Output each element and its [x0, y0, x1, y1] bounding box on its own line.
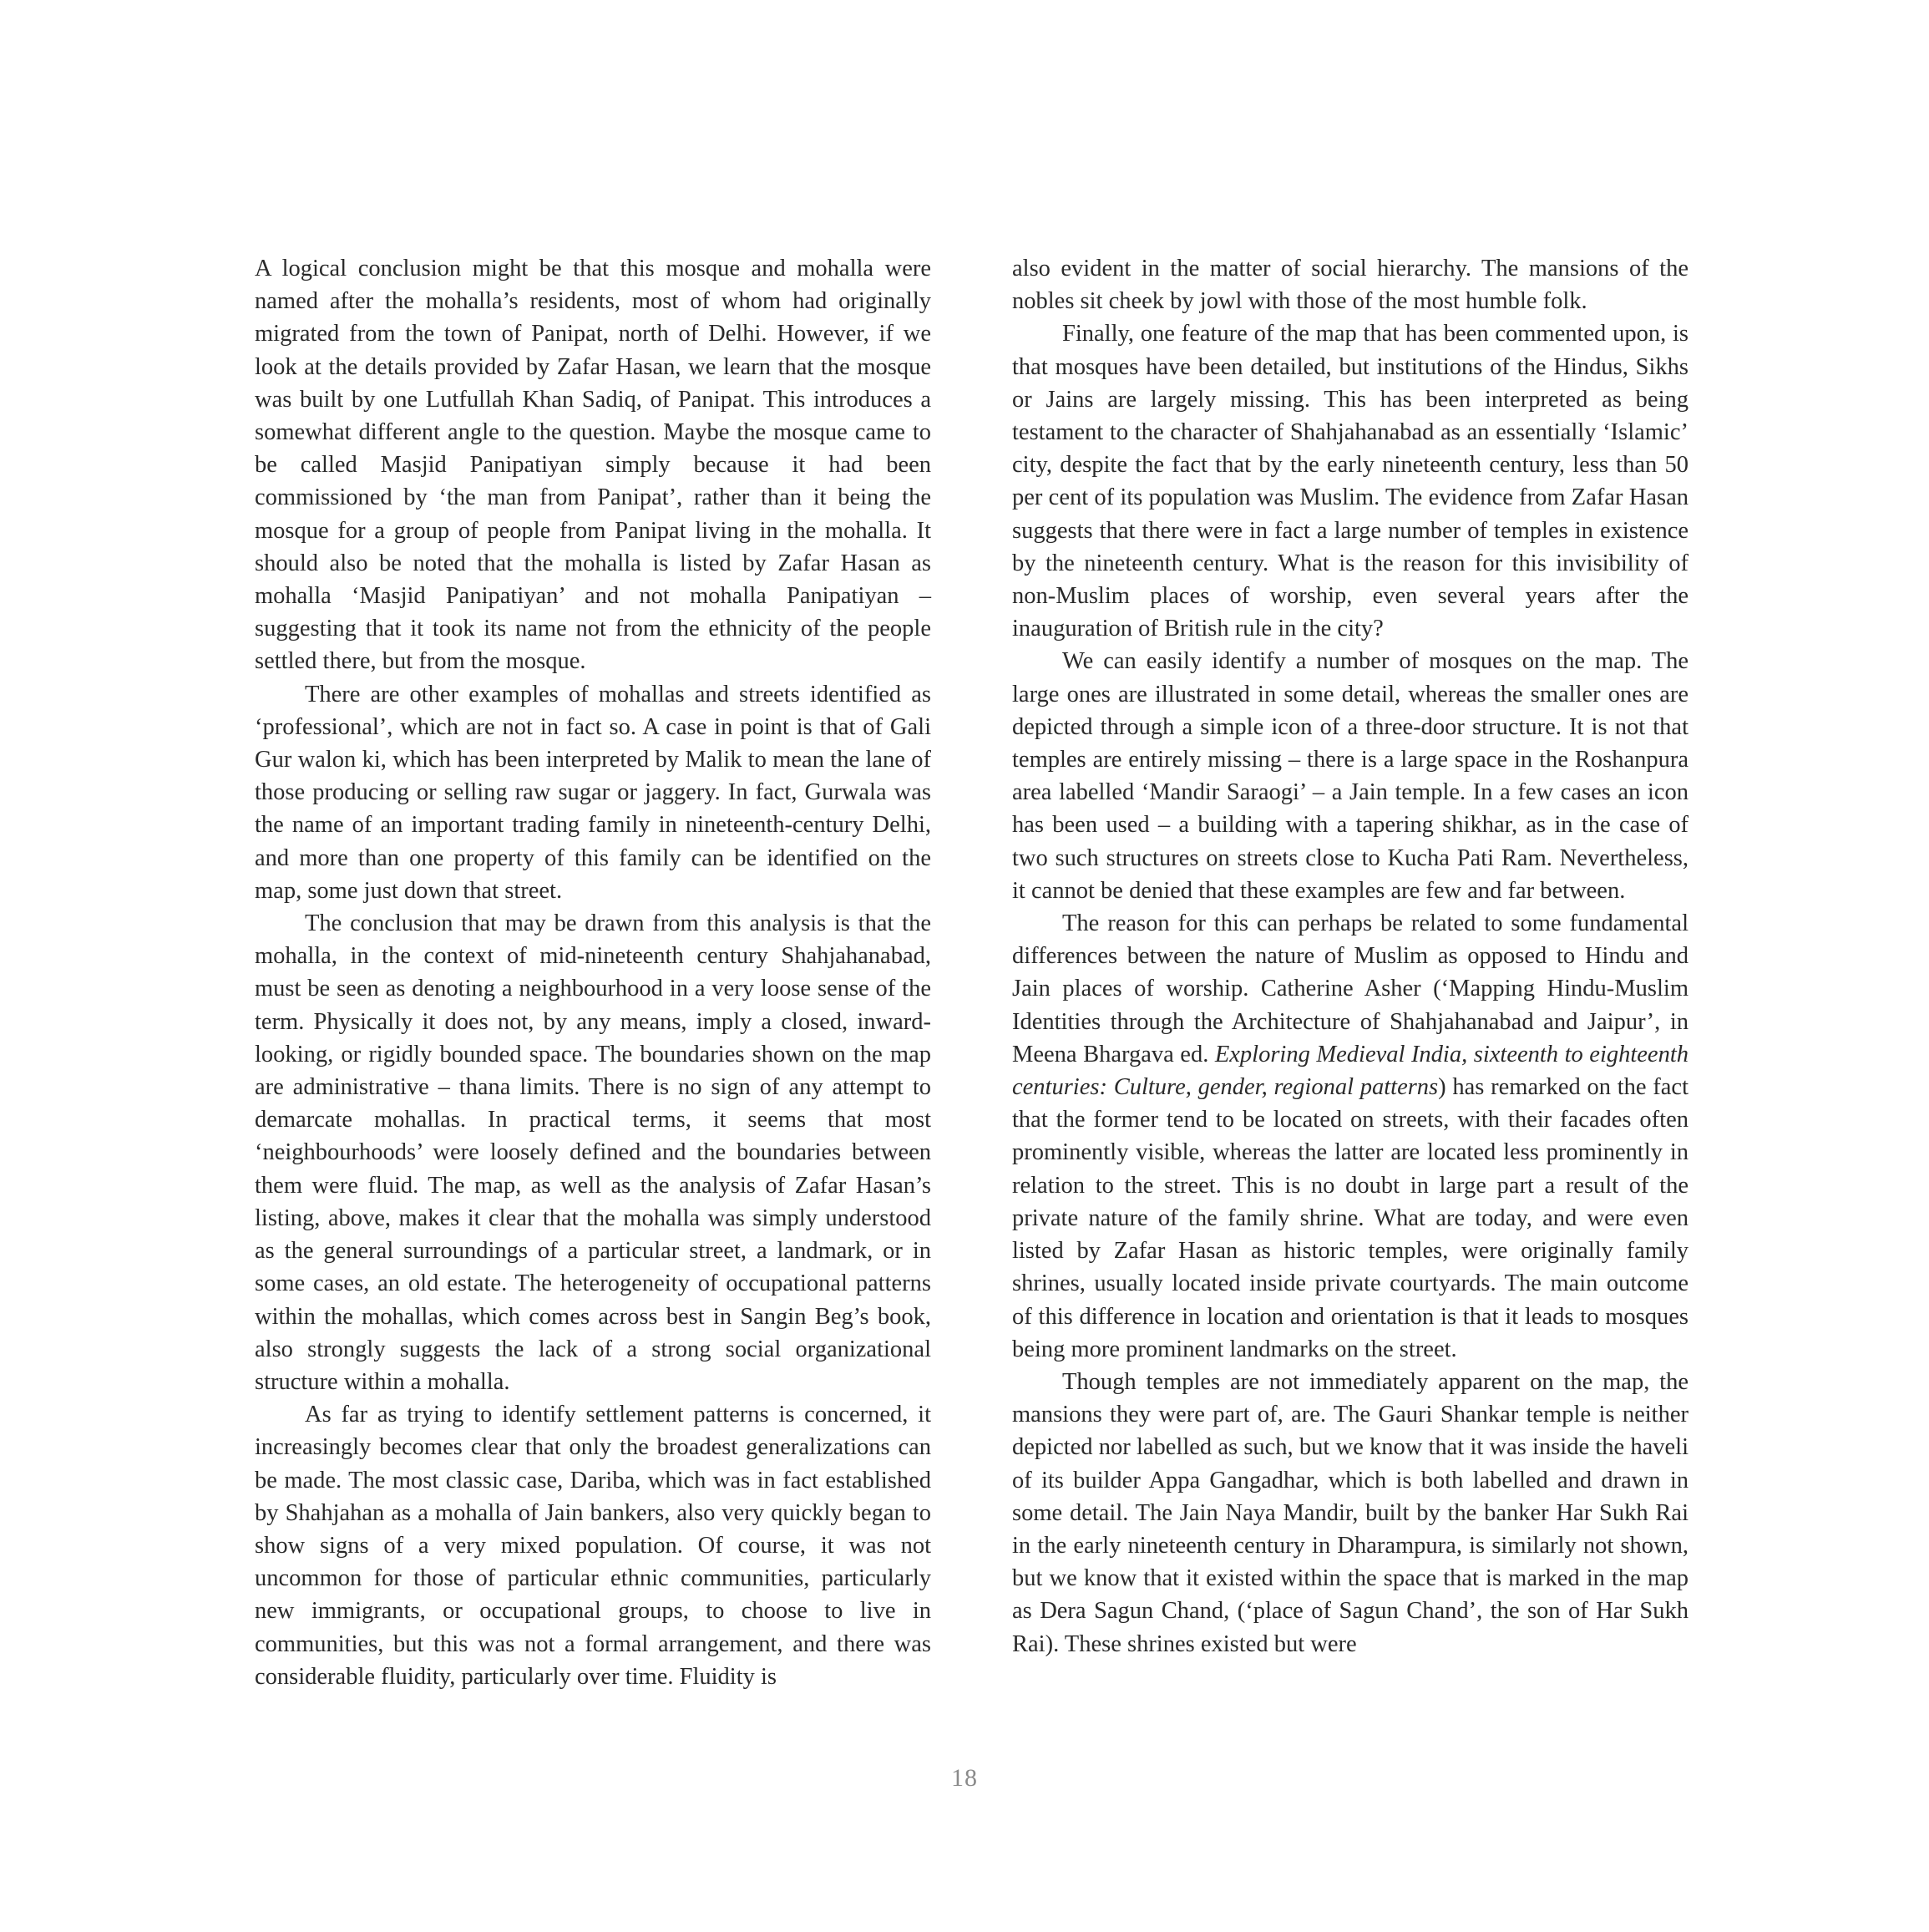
paragraph: Finally, one feature of the map that has been commented upon, is that mosques have been detailed, but institutions of the Hindus, Sikhs or Jains are largely missing. This has been interpreted as being testament to the character of Shahjahanabad as an essentially ‘Islamic’ city, despite the fact that by the early nineteenth century, less than 50 per cent of its population was Muslim. The evidence from Zafar Hasan suggests that there were in fact a large number of temples in existence by the nineteenth century. What is the reason for this invisibility of non-Muslim places of worship, even several years after the inauguration of British rule in the city? [1012, 321, 1689, 642]
left-column [255, 252, 931, 1693]
paragraph: We can easily identify a number of mosques on the map. The large ones are illustrated in some detail, whereas the smaller ones are depicted through a simple icon of a three-door structure. It is not that temples are entirely missing – there is a large space in the Roshanpura area labelled ‘Mandir Saraogi’ – a Jain temple. In a few cases an icon has been used – a building with a tapering shikhar, as in the case of two such structures on streets close to Kucha Pati Ram. Nevertheless, it cannot be denied that these examples are few and far between. [1012, 648, 1689, 904]
paragraph: also evident in the matter of social hierarchy. The mansions of the nobles sit cheek by jowl with those of the most humble folk. [1012, 256, 1689, 315]
paragraph-text: ) has remarked on the fact that the former tend to be located on streets, with their facades often prominently visible, whereas the latter are located less prominently in relation to the street. This is no doubt in large part a result of the private nature of the family shrine. What are today, and were even listed by Zafar Hasan as historic temples, were originally family shrines, usually located inside private courtyards. The main outcome of this difference in location and orientation is that it leads to mosques being more prominent landmarks on the street. [1012, 1074, 1689, 1362]
book-title: Exploring Medieval India, sixteenth to eighteenth centuries: Culture, gender, regional patterns [1012, 1041, 1689, 1101]
paragraph: There are other examples of mohallas and streets identified as ‘professional’, which are not in fact so. A case in point is that of Gali Gur walon ki, which has been interpreted by Malik to mean the lane of those producing or selling raw sugar or jaggery. In fact, Gurwala was the name of an important trading family in nineteenth-century Delhi, and more than one property of this family can be identified on the map, some just down that street. [255, 681, 931, 904]
paragraph [1012, 907, 1689, 1366]
paragraph: A logical conclusion might be that this mosque and mohalla were named after the mohalla’s residents, most of whom had originally migrated from the town of Panipat, north of Delhi. However, if we look at the details provided by Zafar Hasan, we learn that the mosque was built by one Lutfullah Khan Sadiq, of Panipat. This introduces a somewhat different angle to the question. Maybe the mosque came to be called Masjid Panipatiyan simply because it had been commissioned by ‘the man from Panipat’, rather than it being the mosque for a group of people from Panipat living in the mohalla. It should also be noted that the mohalla is listed by Zafar Hasan as mohalla ‘Masjid Panipatiyan’ and not mohalla Panipatiyan – suggesting that it took its name not from the ethnicity of the people settled there, but from the mosque. [255, 256, 931, 675]
paragraph-text: The reason for this can perhaps be related to some fundamental differences between the nature of Muslim as opposed to Hindu and Jain places of worship. Catherine Asher (‘Mapping Hindu-Muslim Identities through the Architecture of Shahjahanabad and Jaipur’, in Meena Bhargava ed. [1012, 910, 1689, 1067]
paragraph: As far as trying to identify settlement patterns is concerned, it increasingly becomes clear that only the broadest generalizations can be made. The most classic case, Dariba, which was in fact established by Shahjahan as a mohalla of Jain bankers, also very quickly began to show signs of a very mixed population. Of course, it was not uncommon for those of particular ethnic communities, particularly new immigrants, or occupational groups, to choose to live in communities, but this was not a formal arrangement, and there was considerable fluidity, particularly over time. Fluidity is [255, 1402, 931, 1690]
paragraph: Though temples are not immediately apparent on the map, the mansions they were part of, are. The Gauri Shankar temple is neither depicted nor labelled as such, but we know that it was inside the haveli of its builder Appa Gangadhar, which is both labelled and drawn in some detail. The Jain Naya Mandir, built by the banker Har Sukh Rai in the early nineteenth century in Dharampura, is similarly not shown, but we know that it existed within the space that is marked in the map as Dera Sagun Chand, (‘place of Sagun Chand’, the son of Har Sukh Rai). These shrines existed but were [1012, 1368, 1689, 1657]
right-column [1012, 252, 1689, 1661]
paragraph: The conclusion that may be drawn from this analysis is that the mohalla, in the context of mid-nineteenth century Shahjahanabad, must be seen as denoting a neighbourhood in a very loose sense of the term. Physically it does not, by any means, imply a closed, inward-looking, or rigidly bounded space. The boundaries shown on the map are administrative – thana limits. There is no sign of any attempt to demarcate mohallas. In practical terms, it seems that most ‘neighbourhoods’ were loosely defined and the boundaries between them were fluid. The map, as well as the analysis of Zafar Hasan’s listing, above, makes it clear that the mohalla was simply understood as the general surroundings of a particular street, a landmark, or in some cases, an old estate. The heterogeneity of occupational patterns within the mohallas, which comes across best in Sangin Beg’s book, also strongly suggests the lack of a strong social organizational structure within a mohalla. [255, 910, 931, 1395]
page-number: 18 [951, 1764, 978, 1792]
